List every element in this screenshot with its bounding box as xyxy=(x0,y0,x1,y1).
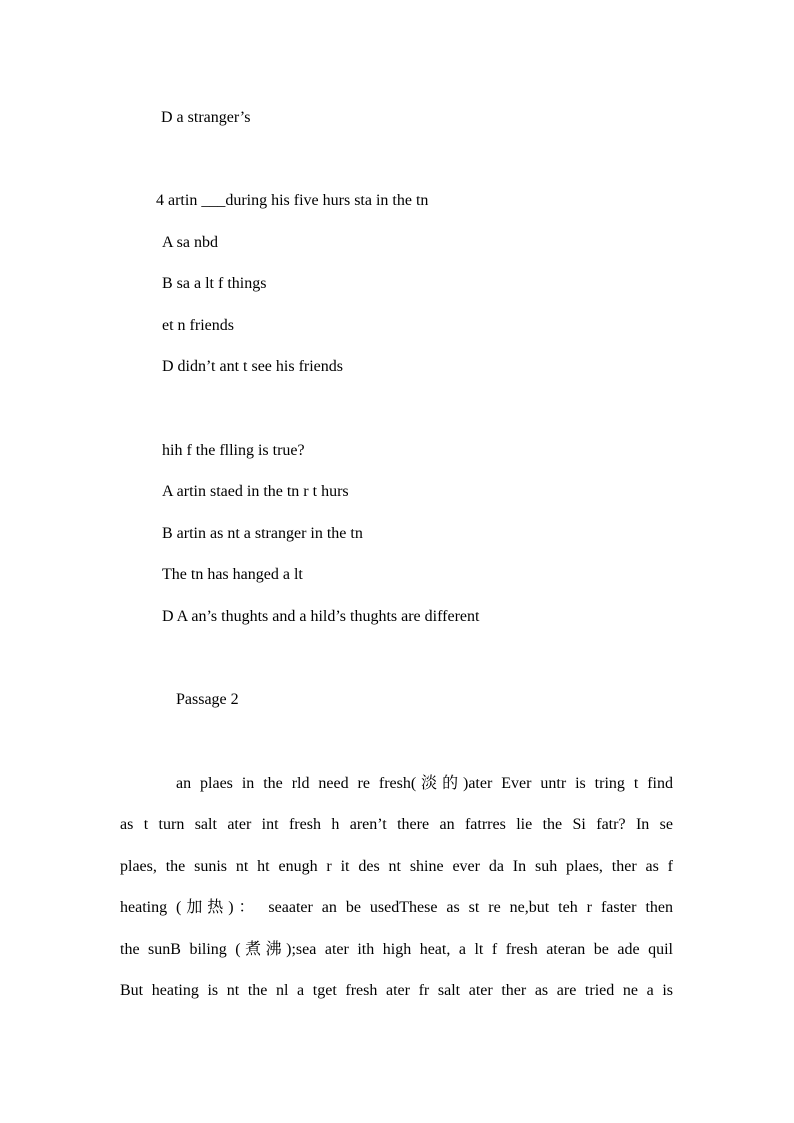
q3-option-d: D a stranger’s xyxy=(161,109,251,126)
q5-option-c: The tn has hanged a lt xyxy=(162,566,303,583)
q4-question: 4 artin ___during his five hurs sta in the tn xyxy=(156,192,429,209)
q4-option-d: D didn’t ant t see his friends xyxy=(162,358,344,375)
q5-option-d: D A an’s thughts and a hild’s thughts are different xyxy=(162,608,480,625)
q5-option-b: B artin as nt a stranger in the tn xyxy=(162,525,363,542)
q4-option-b: B sa a lt f things xyxy=(162,275,267,292)
passage-line: heating (加热)： seaater an be usedThese as st re ne,but teh r faster then xyxy=(120,899,673,916)
passage-heading: Passage 2 xyxy=(176,691,239,708)
q5-question: hih f the flling is true? xyxy=(162,442,305,459)
q5-option-a: A artin staed in the tn r t hurs xyxy=(162,483,349,500)
passage-line: plaes, the sunis nt ht enugh r it des nt shine ever da In suh plaes, ther as f xyxy=(120,858,673,875)
q4-option-c: et n friends xyxy=(162,317,234,334)
passage-line: as t turn salt ater int fresh h aren’t there an fatrres lie the Si fatr? In se xyxy=(120,816,673,833)
passage-line: the sunB biling (煮沸);sea ater ith high heat, a lt f fresh ateran be ade quil xyxy=(120,941,673,958)
q4-option-a: A sa nbd xyxy=(162,234,218,251)
passage-line: But heating is nt the nl a tget fresh ater fr salt ater ther as are tried ne a is xyxy=(120,982,673,999)
passage-line: an plaes in the rld need re fresh(淡的)ater Ever untr is tring t find xyxy=(176,775,673,792)
